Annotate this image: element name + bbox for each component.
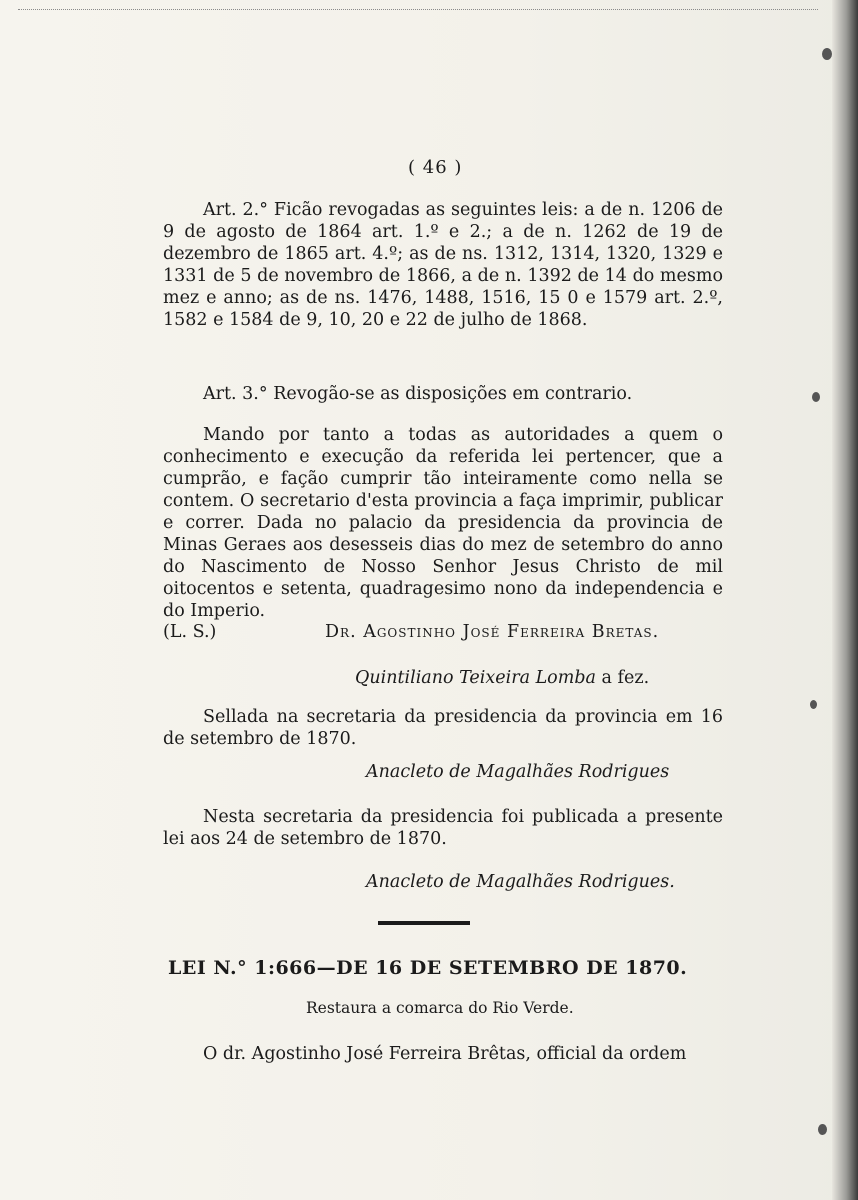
article-2 — [163, 199, 723, 331]
article-3 — [163, 383, 723, 405]
scan-speck — [818, 1124, 827, 1135]
secretary-signature-1: Anacleto de Magalhães Rodrigues — [366, 762, 670, 782]
page-binding-edge — [832, 0, 858, 1200]
article-3-label: Art. 3.° — [203, 384, 268, 404]
section-divider — [378, 921, 470, 925]
scan-speck — [812, 392, 820, 402]
article-2-text: Ficão revogadas as seguintes leis: a de n. 1206 de 9 de agosto de 1864 art. 1.º e 2.; a de n. 1262 de 19 de dezembro de 1865 art. 4.º; as de ns. 1312, 1314, 1320, 1329 e 1331 de 5 de novembro de 1866, a de n. 1392 de 14 do mesmo mez e anno; as de ns. 1476, 1488, 1516, 15 0 e 1579 art. 2.º, 1582 e 1584 de 9, 10, 20 e 22 de julho de 1868. — [163, 200, 724, 330]
clerk-line — [355, 668, 649, 688]
mando-paragraph: Mando por tanto a todas as autoridades a quem o conhecimento e execução da referida lei pertencer, que a cumprão, e fação cumprir tão inteiramente como nella se contem. O secretario d'esta provincia a faça imprimir, publicar e correr. Dada no palacio da presidencia da provincia de Minas Geraes aos desesseis dias do mez de setembro do anno do Nascimento de Nosso Senhor Jesus Christo de mil oitocentos e setenta, quadragesimo nono da independencia e do Imperio. — [163, 425, 723, 621]
clerk-name: Quintiliano Teixeira Lomba — [355, 668, 596, 688]
seal-mark: (L. S.) — [163, 622, 217, 642]
secretary-signature-2: Anacleto de Magalhães Rodrigues. — [366, 872, 675, 892]
publication-note: Nesta secretaria da presidencia foi publicada a presente lei aos 24 de setembro de 1870. — [163, 807, 723, 849]
sealed-note: Sellada na secretaria da presidencia da provincia em 16 de setembro de 1870. — [163, 707, 723, 749]
article-2-label: Art. 2.° — [203, 200, 268, 220]
clerk-suffix: a fez. — [595, 668, 650, 688]
scan-speck — [810, 700, 817, 709]
law-opening-line: O dr. Agostinho José Ferreira Brêtas, official da ordem — [203, 1044, 687, 1064]
signatory-name: Dr. Agostinho José Ferreira Bretas. — [325, 622, 660, 642]
page-number: ( 46 ) — [408, 157, 463, 178]
scan-speck — [822, 48, 832, 60]
law-title: LEI N.° 1:666—DE 16 DE SETEMBRO DE 1870. — [168, 957, 688, 979]
article-3-text: Revogão-se as disposições em contrario. — [273, 384, 633, 404]
law-subtitle: Restaura a comarca do Rio Verde. — [306, 999, 574, 1017]
top-dotted-rule — [18, 9, 818, 10]
